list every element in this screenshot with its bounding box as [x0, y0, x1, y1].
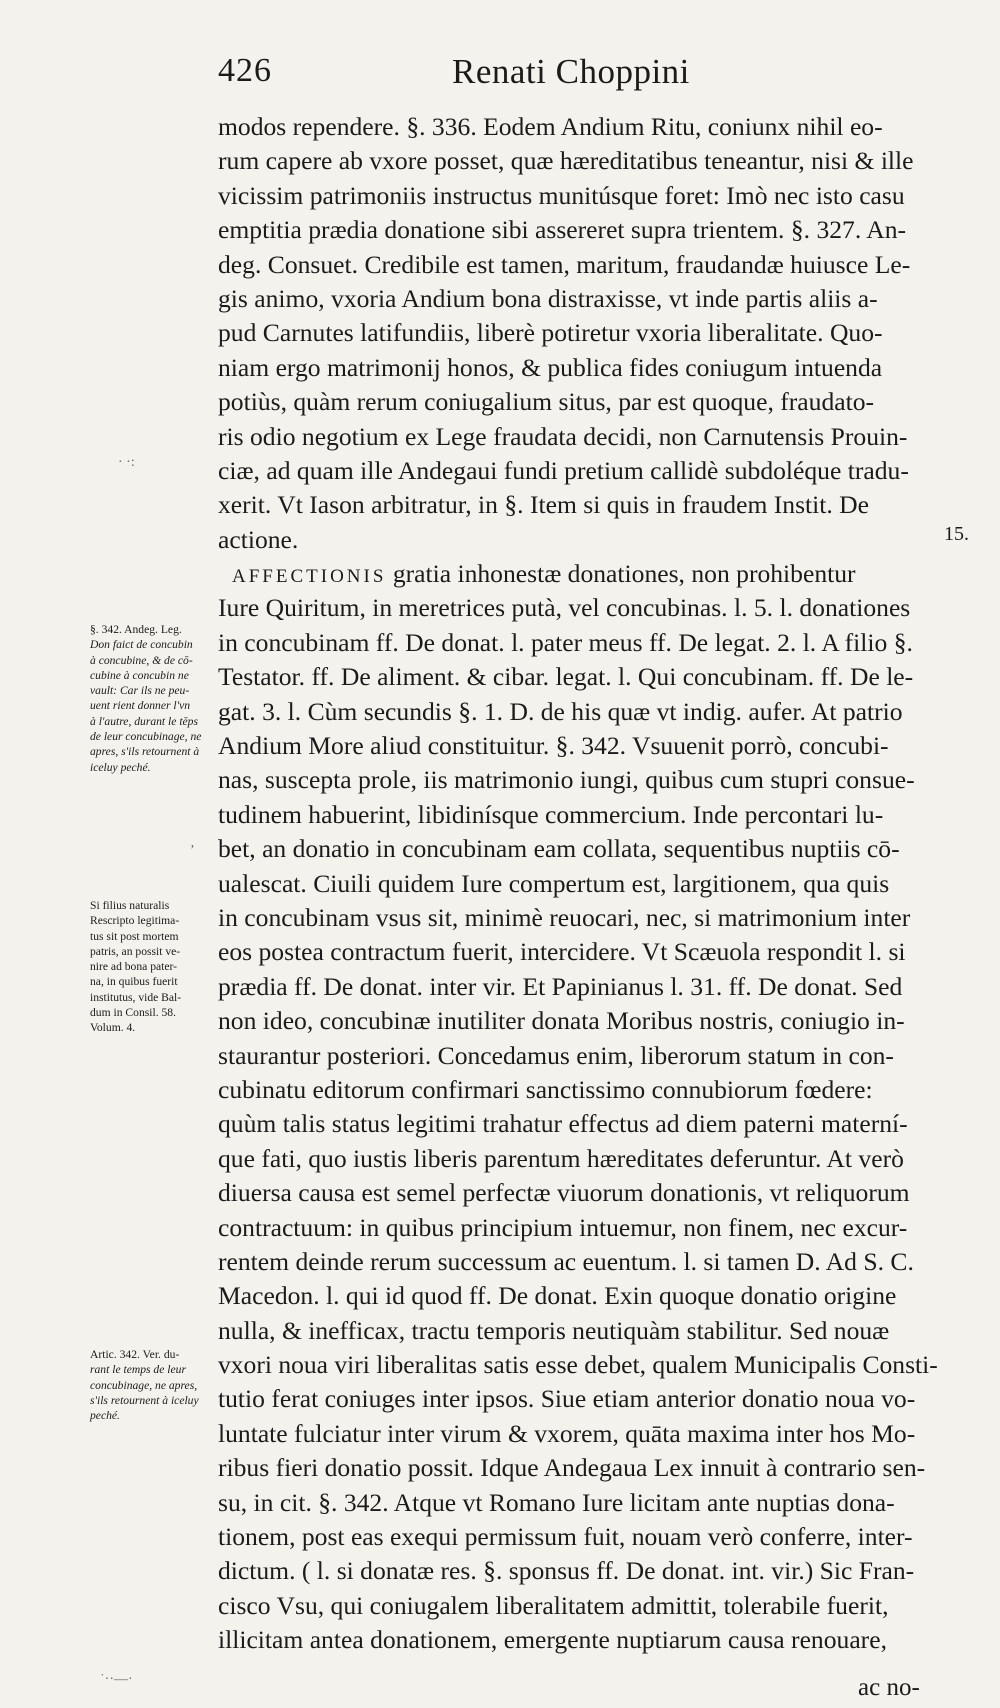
text-line: nas, suscepta prole, iis matrimonio iungi, quibus cum stupri consue- — [218, 765, 915, 795]
text-line: ciæ, ad quam ille Andegaui fundi pretium callidè subdoléque tradu- — [218, 455, 909, 485]
text-line: vicissim patrimoniis instructus munitúsque foret: Imò nec isto casu — [218, 180, 905, 210]
paragraph-first-line — [218, 557, 938, 591]
catchword: ac no- — [858, 1674, 920, 1701]
note-line: à concubine, & de cō- — [90, 653, 193, 667]
note-line: à l'autre, durant le tēps — [90, 714, 198, 728]
note-line: rant le temps de leur — [90, 1363, 186, 1377]
note-line: vault: Car ils ne peu- — [90, 684, 190, 698]
text-line: nulla, & inefficax, tractu temporis neutiquàm stabilitur. Sed nouæ — [218, 1315, 890, 1345]
text-line: rum capere ab vxore posset, quæ hæreditatibus teneantur, nisi & ille — [218, 146, 914, 176]
small-caps-word: AFFECTIONIS — [232, 566, 387, 588]
text-line: modos rependere. §. 336. Eodem Andium Ritu, coniunx nihil eo- — [218, 112, 883, 141]
note-line: institutus, vide Bal- — [90, 990, 182, 1004]
text-fragment: gratia inhonestæ donationes, non prohibentur — [392, 559, 856, 589]
note-line: Volum. 4. — [90, 1021, 136, 1035]
text-line: tutio ferat coniuges inter ipsos. Siue etiam anterior donatio noua vo- — [218, 1384, 916, 1414]
text-line: cubinatu editorum confirmari sanctissimo connubiorum fœdere: — [218, 1074, 873, 1104]
text-line: in concubinam ff. De donat. l. pater meus ff. De legat. 2. l. A filio §. — [218, 627, 913, 657]
text-line: ualescat. Ciuili quidem Iure compertum est, largitionem, qua quis — [218, 868, 890, 898]
text-line: gis animo, vxoria Andium bona distraxisse, vt inde partis aliis a- — [218, 283, 878, 313]
text-line: ris odio negotium ex Lege fraudata decidi, non Carnutensis Prouin- — [218, 421, 908, 451]
text-line: niam ergo matrimonij honos, & publica fides coniugum intuenda — [218, 352, 883, 382]
note-line: peché. — [90, 1409, 120, 1423]
text-line: bet, an donatio in concubinam eam collata, sequentibus nuptiis cō- — [218, 834, 900, 864]
text-line: rentem deinde rerum successum ac euentum. l. si tamen D. Ad S. C. — [218, 1246, 914, 1276]
text-line: in concubinam vsus sit, minimè reuocari, nec, si matrimonium inter — [218, 902, 911, 932]
text-line: dictum. ( l. si donatæ res. §. sponsus ff. De donat. int. vir.) Sic Fran- — [218, 1556, 915, 1586]
note-line: de leur concubinage, ne — [90, 730, 202, 744]
main-text-block — [218, 110, 938, 1658]
note-line: Si filius naturalis — [90, 899, 170, 912]
text-line: su, in cit. §. 342. Atque vt Romano Iure licitam ante nuptias dona- — [218, 1487, 895, 1517]
text-line: contractuum: in quibus principium intuemur, non finem, nec excur- — [218, 1212, 908, 1242]
note-line: Rescripto legitima- — [90, 914, 180, 928]
ink-speck: ’ — [190, 843, 195, 858]
text-line: Iure Quiritum, in meretrices putà, vel concubinas. l. 5. l. donationes — [218, 593, 911, 623]
text-line: emptitia prædia donatione sibi assereret supra trientem. §. 327. An- — [218, 215, 907, 245]
ink-speck: · ·: — [118, 455, 135, 470]
text-line: ribus fieri donatio possit. Idque Andegaua Lex innuit à contrario sen- — [218, 1453, 926, 1483]
text-line: quùm talis status legitimi trahatur effectus ad diem paterni materní- — [218, 1109, 908, 1139]
note-line: uent rient donner l'vn — [90, 699, 191, 713]
margin-note-2 — [90, 898, 218, 1036]
note-line: Artic. 342. Ver. du- — [90, 1348, 180, 1361]
text-line: non ideo, concubinæ inutiliter donata Moribus nostris, coniugio in- — [218, 1006, 905, 1036]
text-line: pud Carnutes latifundiis, liberè potiretur vxoria liberalitate. Quo- — [218, 318, 883, 348]
text-line: deg. Consuet. Credibile est tamen, maritum, fraudandæ huiusce Le- — [218, 249, 911, 279]
note-line: §. 342. Andeg. Leg. — [90, 623, 182, 636]
margin-number: 15. — [944, 523, 969, 545]
text-line: xerit. Vt Iason arbitratur, in §. Item si quis in fraudem Instit. De — [218, 490, 870, 520]
text-line: eos postea contractum fuerit, intercidere. Vt Scæuola respondit l. si — [218, 937, 906, 967]
text-line: Andium More aliud constituitur. §. 342. Vsuuenit porrò, concubi- — [218, 731, 889, 761]
text-line: vxori noua viri liberalitas satis esse debet, qualem Municipalis Consti- — [218, 1350, 938, 1380]
running-title: Renati Choppini — [452, 52, 690, 91]
note-line: cubine à concubin ne — [90, 668, 189, 682]
text-line: gat. 3. l. Cùm secundis §. 1. D. de his quæ vt indig. aufer. At patrio — [218, 696, 903, 726]
note-line: apres, s'ils retournent à — [90, 745, 200, 759]
note-line: dum in Consil. 58. — [90, 1006, 176, 1020]
text-line: luntate fulciatur inter virum & vxorem, quāta maxima inter hos Mo- — [218, 1418, 916, 1448]
page-header — [218, 52, 938, 102]
ink-speck: ˙··—· — [100, 1672, 133, 1687]
note-line: tus sit post mortem — [90, 929, 179, 943]
margin-note-3 — [90, 1347, 218, 1423]
text-line: Macedon. l. qui id quod ff. De donat. Exin quoque donatio origine — [218, 1281, 897, 1311]
text-line: Testator. ff. De aliment. & cibar. legat. l. Qui concubinam. ff. De le- — [218, 662, 914, 692]
page-number: 426 — [218, 52, 272, 89]
note-line: s'ils retournent à iceluy — [90, 1393, 199, 1407]
note-line: patris, an possit ve- — [90, 944, 181, 958]
text-line: staurantur posteriori. Concedamus enim, liberorum statum in con- — [218, 1040, 894, 1070]
text-line: tudinem habuerint, libidinísque commercium. Inde percontari lu- — [218, 799, 884, 829]
note-line: concubinage, ne apres, — [90, 1378, 198, 1392]
text-line: illicitam antea donationem, emergente nuptiarum causa renouare, — [218, 1625, 887, 1655]
text-line: actione. — [218, 524, 299, 554]
text-line: diuersa causa est semel perfectæ viuorum donationis, vt reliquorum — [218, 1178, 910, 1208]
text-line: potiùs, quàm rerum coniugalium situs, par est quoque, fraudato- — [218, 387, 875, 417]
text-line: tionem, post eas exequi permissum fuit, nouam verò conferre, inter- — [218, 1522, 913, 1552]
text-line: prædia ff. De donat. inter vir. Et Papinianus l. 31. ff. De donat. Sed — [218, 971, 903, 1001]
note-line: Don faict de concubin — [90, 638, 193, 652]
note-line: iceluy peché. — [90, 760, 151, 774]
text-line: que fati, quo iustis liberis parentum hæreditates deferuntur. At verò — [218, 1143, 904, 1173]
text-line: cisco Vsu, qui coniugalem liberalitatem admittit, tolerabile fuerit, — [218, 1590, 889, 1620]
margin-note-1 — [90, 622, 218, 775]
note-line: na, in quibus fuerit — [90, 975, 178, 989]
note-line: nire ad bona pater- — [90, 960, 177, 974]
